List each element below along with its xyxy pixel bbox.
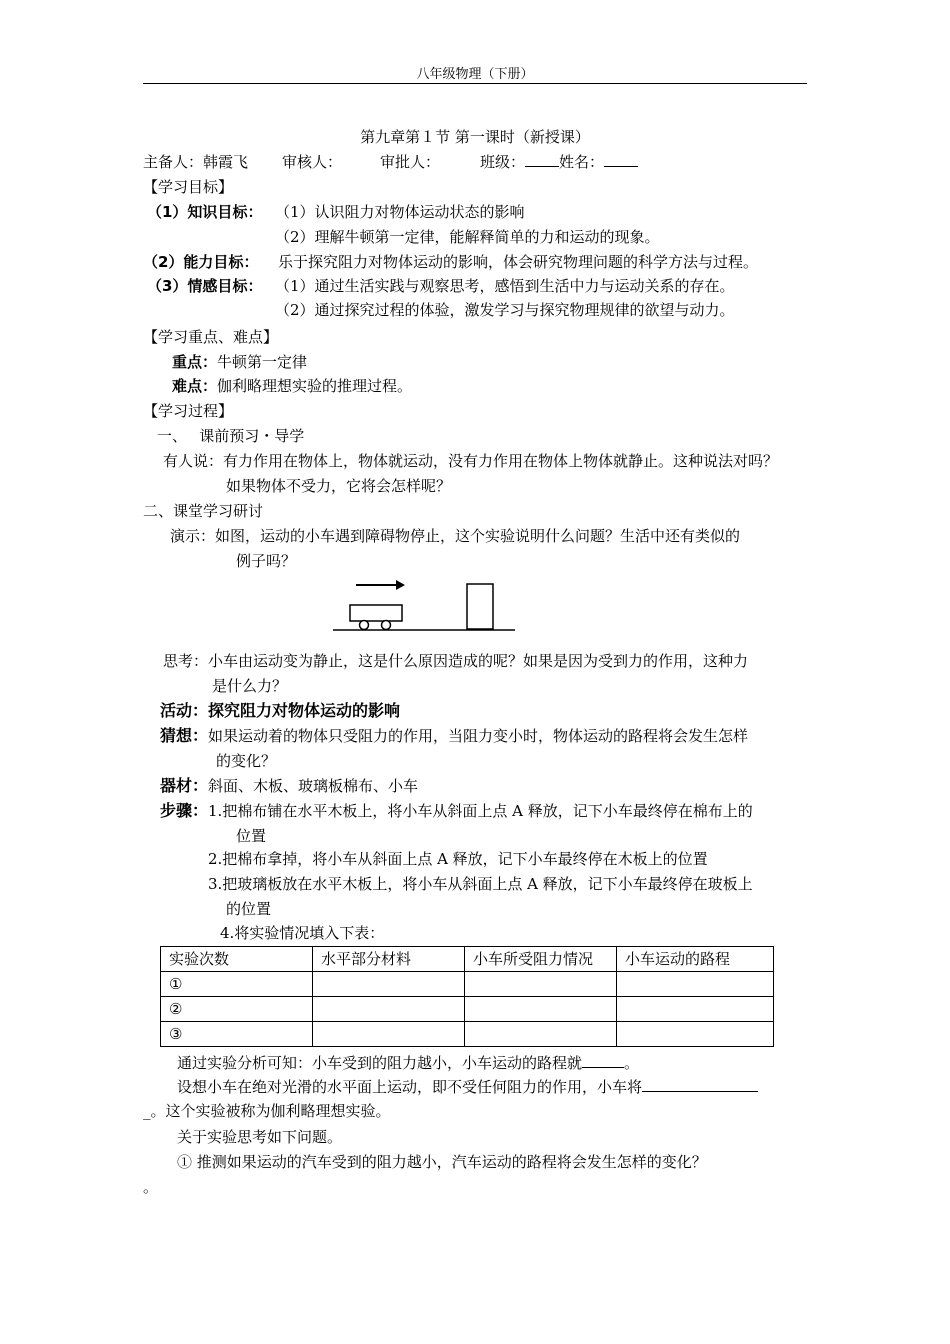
table-cell-resistance[interactable] bbox=[465, 972, 617, 997]
guess-line-2: 的变化？ bbox=[216, 752, 277, 770]
ideal-text-2: 。这个实验被称为伽利略理想实验。 bbox=[150, 1102, 391, 1120]
lesson-title: 第九章第１节 第一课时（新授课） bbox=[360, 128, 590, 146]
demo-line-1: 演示：如图，运动的小车遇到障碍物停止，这个实验说明什么问题？生活中还有类似的 bbox=[170, 527, 741, 545]
page-header: 八年级物理（下册） bbox=[416, 67, 534, 82]
activity-text: 探究阻力对物体运动的影响 bbox=[208, 701, 401, 720]
cart-wheel-left bbox=[360, 621, 369, 630]
cart-wheel-right bbox=[382, 621, 391, 630]
reviewer: 审核人： bbox=[282, 153, 343, 171]
ability-goal-label: （2）能力目标： bbox=[143, 253, 259, 271]
key-point bbox=[172, 351, 307, 373]
knowledge-goal-1: （1）认识阻力对物体运动状态的影响 bbox=[275, 203, 525, 221]
table-header-cell: 小车运动的路程 bbox=[617, 947, 774, 972]
key-point-text: 牛顿第一定律 bbox=[217, 353, 308, 371]
analysis-sentence bbox=[177, 1052, 639, 1074]
question-1: ① 推测如果运动的汽车受到的阻力越小，汽车运动的路程将会发生怎样的变化？ bbox=[177, 1153, 707, 1171]
table-header-cell: 水平部分材料 bbox=[313, 947, 465, 972]
experiment-table bbox=[160, 946, 774, 1047]
think-line-1: 思考：小车由运动变为静止，这是什么原因造成的呢？如果是因为受到力的作用，这种力 bbox=[163, 652, 749, 670]
analysis-end: 。 bbox=[624, 1054, 640, 1072]
analysis-text: 通过实验分析可知：小车受到的阻力越小，小车运动的路程就 bbox=[177, 1054, 583, 1072]
approver: 审批人： bbox=[380, 153, 441, 171]
knowledge-goal-2: （2）理解牛顿第一定律，能解释简单的力和运动的现象。 bbox=[275, 228, 660, 246]
trailing-period: 。 bbox=[143, 1178, 159, 1196]
step-3-line-2: 的位置 bbox=[226, 900, 272, 918]
guess bbox=[160, 725, 748, 747]
ideal-text-1: 设想小车在绝对光滑的水平面上运动，即不受任何阻力的作用，小车将 bbox=[177, 1078, 643, 1096]
section-1-title: 一、 课前预习・导学 bbox=[157, 427, 305, 445]
goals-heading: 【学习目标】 bbox=[143, 178, 234, 196]
activity bbox=[160, 700, 400, 722]
ideal-sentence-end bbox=[143, 1100, 391, 1122]
step-4: 4.将实验情况填入下表： bbox=[220, 924, 385, 942]
ideal-blank[interactable] bbox=[642, 1076, 758, 1092]
class-field bbox=[480, 151, 638, 173]
difficult-point-text: 伽利略理想实验的推理过程。 bbox=[217, 377, 413, 395]
guess-label: 猜想： bbox=[160, 726, 209, 745]
equipment-text: 斜面、木板、玻璃板棉布、小车 bbox=[208, 777, 419, 795]
preparer: 主备人：韩霞飞 bbox=[143, 153, 249, 171]
table-header-cell: 小车所受阻力情况 bbox=[465, 947, 617, 972]
obstacle-block bbox=[467, 584, 493, 629]
difficult-point bbox=[172, 375, 412, 397]
demo-line-2: 例子吗？ bbox=[236, 552, 297, 570]
header-rule bbox=[143, 83, 807, 84]
table-row bbox=[161, 972, 774, 997]
preview-line-2: 如果物体不受力，它将会怎样呢？ bbox=[226, 477, 452, 495]
emotion-goal-label: （3）情感目标： bbox=[147, 277, 263, 295]
process-heading: 【学习过程】 bbox=[143, 402, 234, 420]
focus-heading: 【学习重点、难点】 bbox=[143, 328, 279, 346]
table-cell-distance[interactable] bbox=[617, 972, 774, 997]
think-line-2: 是什么力？ bbox=[212, 677, 288, 695]
class-blank[interactable] bbox=[525, 151, 559, 167]
ability-goal-1: 乐于探究阻力对物体运动的影响，体会研究物理问题的科学方法与过程。 bbox=[278, 253, 759, 271]
analysis-blank[interactable] bbox=[582, 1052, 624, 1068]
preview-line-1: 有人说：有力作用在物体上，物体就运动，没有力作用在物体上物体就静止。这种说法对吗？ bbox=[163, 452, 779, 470]
activity-label: 活动： bbox=[160, 701, 209, 720]
table-cell-distance[interactable] bbox=[617, 997, 774, 1022]
name-blank[interactable] bbox=[604, 151, 638, 167]
questions-intro: 关于实验思考如下问题。 bbox=[177, 1128, 343, 1146]
motion-arrow-head bbox=[396, 580, 405, 590]
steps bbox=[160, 800, 753, 822]
step-2: 2.把棉布拿掉，将小车从斜面上点 A 释放，记下小车最终停在木板上的位置 bbox=[208, 850, 708, 868]
table-cell-material[interactable] bbox=[313, 1022, 465, 1047]
ideal-sentence bbox=[177, 1076, 758, 1098]
guess-line-1: 如果运动着的物体只受阻力的作用，当阻力变小时，物体运动的路程将会发生怎样 bbox=[208, 727, 749, 745]
steps-label: 步骤： bbox=[160, 801, 209, 820]
section-2-title: 二、课堂学习研讨 bbox=[143, 502, 264, 520]
cart-body bbox=[350, 605, 402, 621]
ideal-underscore: _ bbox=[143, 1102, 151, 1120]
table-cell-material[interactable] bbox=[313, 972, 465, 997]
emotion-goal-2: （2）通过探究过程的体验，激发学习与探究物理规律的欲望与动力。 bbox=[275, 301, 735, 319]
knowledge-goal-label: （1）知识目标： bbox=[147, 203, 263, 221]
step-3-line-1: 3.把玻璃板放在水平木板上，将小车从斜面上点 A 释放，记下小车最终停在玻板上 bbox=[208, 875, 753, 893]
table-row bbox=[161, 997, 774, 1022]
table-header-row bbox=[161, 947, 774, 972]
table-cell-distance[interactable] bbox=[617, 1022, 774, 1047]
table-cell-trial: ③ bbox=[161, 1022, 313, 1047]
difficult-point-label: 难点： bbox=[172, 377, 218, 395]
equipment-label: 器材： bbox=[160, 776, 209, 795]
table-header-cell: 实验次数 bbox=[161, 947, 313, 972]
name-label: 姓名： bbox=[559, 153, 605, 171]
step-1-line-1: 1.把棉布铺在水平木板上，将小车从斜面上点 A 释放，记下小车最终停在棉布上的 bbox=[208, 802, 753, 820]
table-cell-trial: ① bbox=[161, 972, 313, 997]
emotion-goal-1: （1）通过生活实践与观察思考，感悟到生活中力与运动关系的存在。 bbox=[275, 277, 735, 295]
key-point-label: 重点： bbox=[172, 353, 218, 371]
class-label: 班级： bbox=[480, 153, 526, 171]
table-cell-trial: ② bbox=[161, 997, 313, 1022]
table-cell-material[interactable] bbox=[313, 997, 465, 1022]
step-1-line-2: 位置 bbox=[236, 827, 267, 845]
table-cell-resistance[interactable] bbox=[465, 997, 617, 1022]
table-cell-resistance[interactable] bbox=[465, 1022, 617, 1047]
cart-obstacle-diagram bbox=[330, 575, 520, 637]
table-row bbox=[161, 1022, 774, 1047]
equipment bbox=[160, 775, 418, 797]
